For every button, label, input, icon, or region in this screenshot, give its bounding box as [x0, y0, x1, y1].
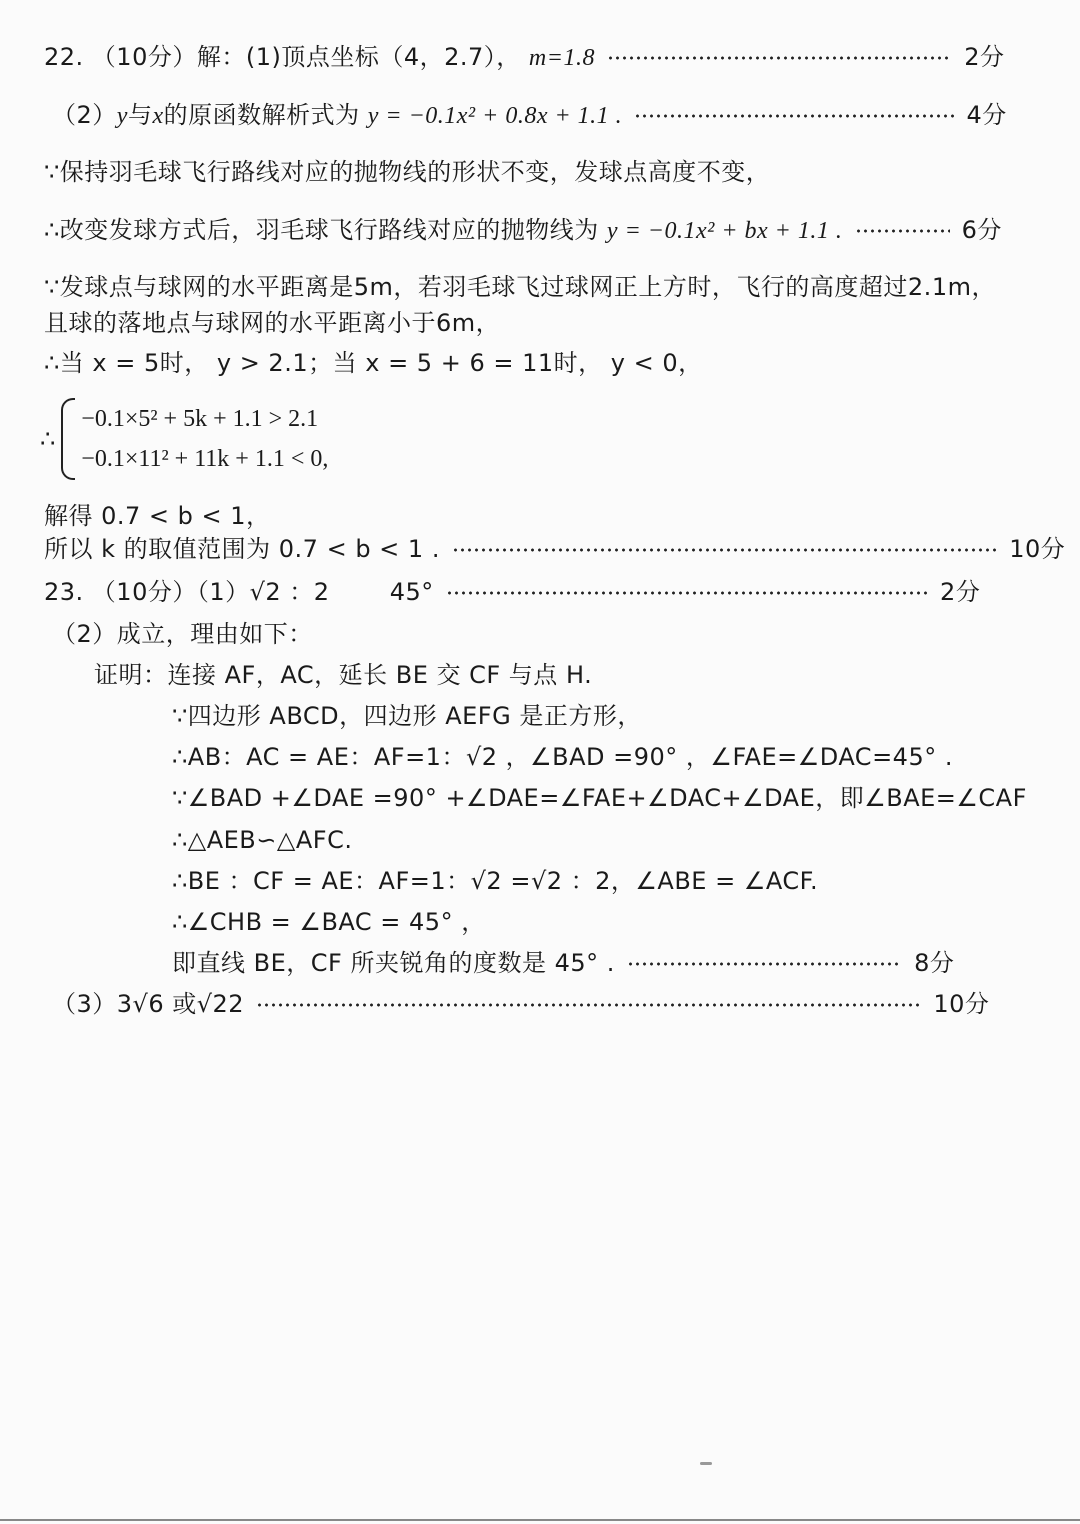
- q22-line-4: [44, 213, 1002, 248]
- q22-new-formula: y = −0.1x² + bx + 1.1 .: [606, 218, 843, 244]
- q22-solve: 解得 0.7 < b < 1，: [44, 502, 271, 530]
- q22-line-2: [52, 98, 1007, 133]
- q23-score-3: 10分: [933, 990, 990, 1018]
- leader-dots: [256, 1003, 921, 1007]
- q22-because-2: ∵发球点与球网的水平距离是5m，若羽毛球飞过球网正上方时，飞行的高度超过2.1m，: [44, 273, 996, 301]
- q23-conclusion: 即直线 BE，CF 所夹锐角的度数是 45° .: [172, 949, 615, 977]
- q23-part3: （3）3√6 或√22: [52, 990, 245, 1018]
- q23-proof-line: ∵四边形 ABCD，四边形 AEFG 是正方形，: [172, 702, 642, 730]
- leader-dots: [634, 114, 954, 118]
- q23-score-1: 2分: [940, 578, 981, 606]
- q22-line-1: [44, 40, 1005, 75]
- q22-part2-label: （2）: [52, 101, 117, 129]
- q22-range: 所以 k 的取值范围为 0.7 < b < 1 .: [44, 535, 440, 563]
- q22-because-1: ∵保持羽毛球飞行路线对应的抛物线的形状不变，发球点高度不变，: [44, 158, 771, 186]
- q23-conclusion-line: [172, 946, 954, 980]
- inequality-row-2-text: −0.1×11² + 11k + 1.1 < 0: [81, 446, 323, 472]
- q23-proof-title: 证明：连接 AF，AC，延长 BE 交 CF 与点 H.: [94, 661, 593, 689]
- leader-dots: [446, 591, 928, 595]
- q22-because-2-cont: 且球的落地点与球网的水平距离小于6m，: [44, 309, 501, 337]
- q22-header: 22. （10分）解：(1)顶点坐标（4，2.7），: [44, 43, 521, 71]
- leader-dots: [627, 962, 902, 966]
- q23-proof-line: ∵∠BAD +∠DAE =90° +∠DAE=∠FAE+∠DAC+∠DAE，即∠BAE=∠CAF: [172, 784, 1027, 812]
- inequality-row-2: [81, 439, 328, 479]
- inequality-rows: [81, 399, 328, 479]
- q23-proof-line: ∴△AEB∽△AFC.: [172, 826, 353, 854]
- q22-part2-text: 的原函数解析式为: [163, 101, 360, 129]
- inequality-comma: ,: [322, 446, 329, 472]
- leader-dots: [452, 548, 997, 552]
- q22-therefore-2: ∴当 x = 5时， y > 2.1；当 x = 5 + 6 = 11时， y < 0，: [44, 349, 703, 377]
- q22-m-value: m=1.8: [528, 45, 595, 71]
- q23-score-2: 8分: [914, 949, 955, 977]
- q23-line-1: [44, 575, 980, 609]
- q23-header: 23. （10分）（1）√2 ：2: [44, 578, 330, 606]
- q23-proof-line: ∴∠CHB = ∠BAC = 45° ，: [172, 908, 486, 936]
- q23-angle: 45°: [389, 578, 434, 606]
- q23-part2: （2）成立，理由如下：: [52, 620, 313, 648]
- q22-part2-with: 与: [127, 101, 153, 129]
- q22-score-1: 2分: [964, 43, 1005, 71]
- q22-score-2: 4分: [966, 101, 1007, 129]
- scan-speck: [700, 1462, 712, 1465]
- q22-therefore-1: ∴改变发球方式后，羽毛球飞行路线对应的抛物线为: [44, 216, 599, 244]
- q22-score-3: 6分: [961, 216, 1002, 244]
- page-bottom-edge: [0, 1519, 1080, 1521]
- inequality-system: [40, 398, 328, 480]
- therefore-symbol: ∴: [40, 425, 56, 453]
- q22-score-4: 10分: [1009, 535, 1066, 563]
- inequality-row-1: −0.1×5² + 5k + 1.1 > 2.1: [81, 406, 319, 432]
- q22-part2-y: y: [116, 103, 128, 129]
- leader-dots: [607, 56, 952, 60]
- q23-proof-line: ∴BE ：CF = AE：AF=1：√2 =√2 ：2，∠ABE = ∠ACF.: [172, 867, 819, 895]
- left-brace: [61, 398, 75, 480]
- q23-proof-line: ∴AB：AC = AE：AF=1：√2 ，∠BAD =90° ，∠FAE=∠DAC=45° .: [172, 743, 953, 771]
- q22-part2-x: x: [152, 103, 164, 129]
- leader-dots: [855, 229, 950, 233]
- q23-part3-line: [52, 987, 989, 1021]
- q22-line-range: [44, 532, 1065, 566]
- q22-original-formula: y = −0.1x² + 0.8x + 1.1 .: [367, 103, 623, 129]
